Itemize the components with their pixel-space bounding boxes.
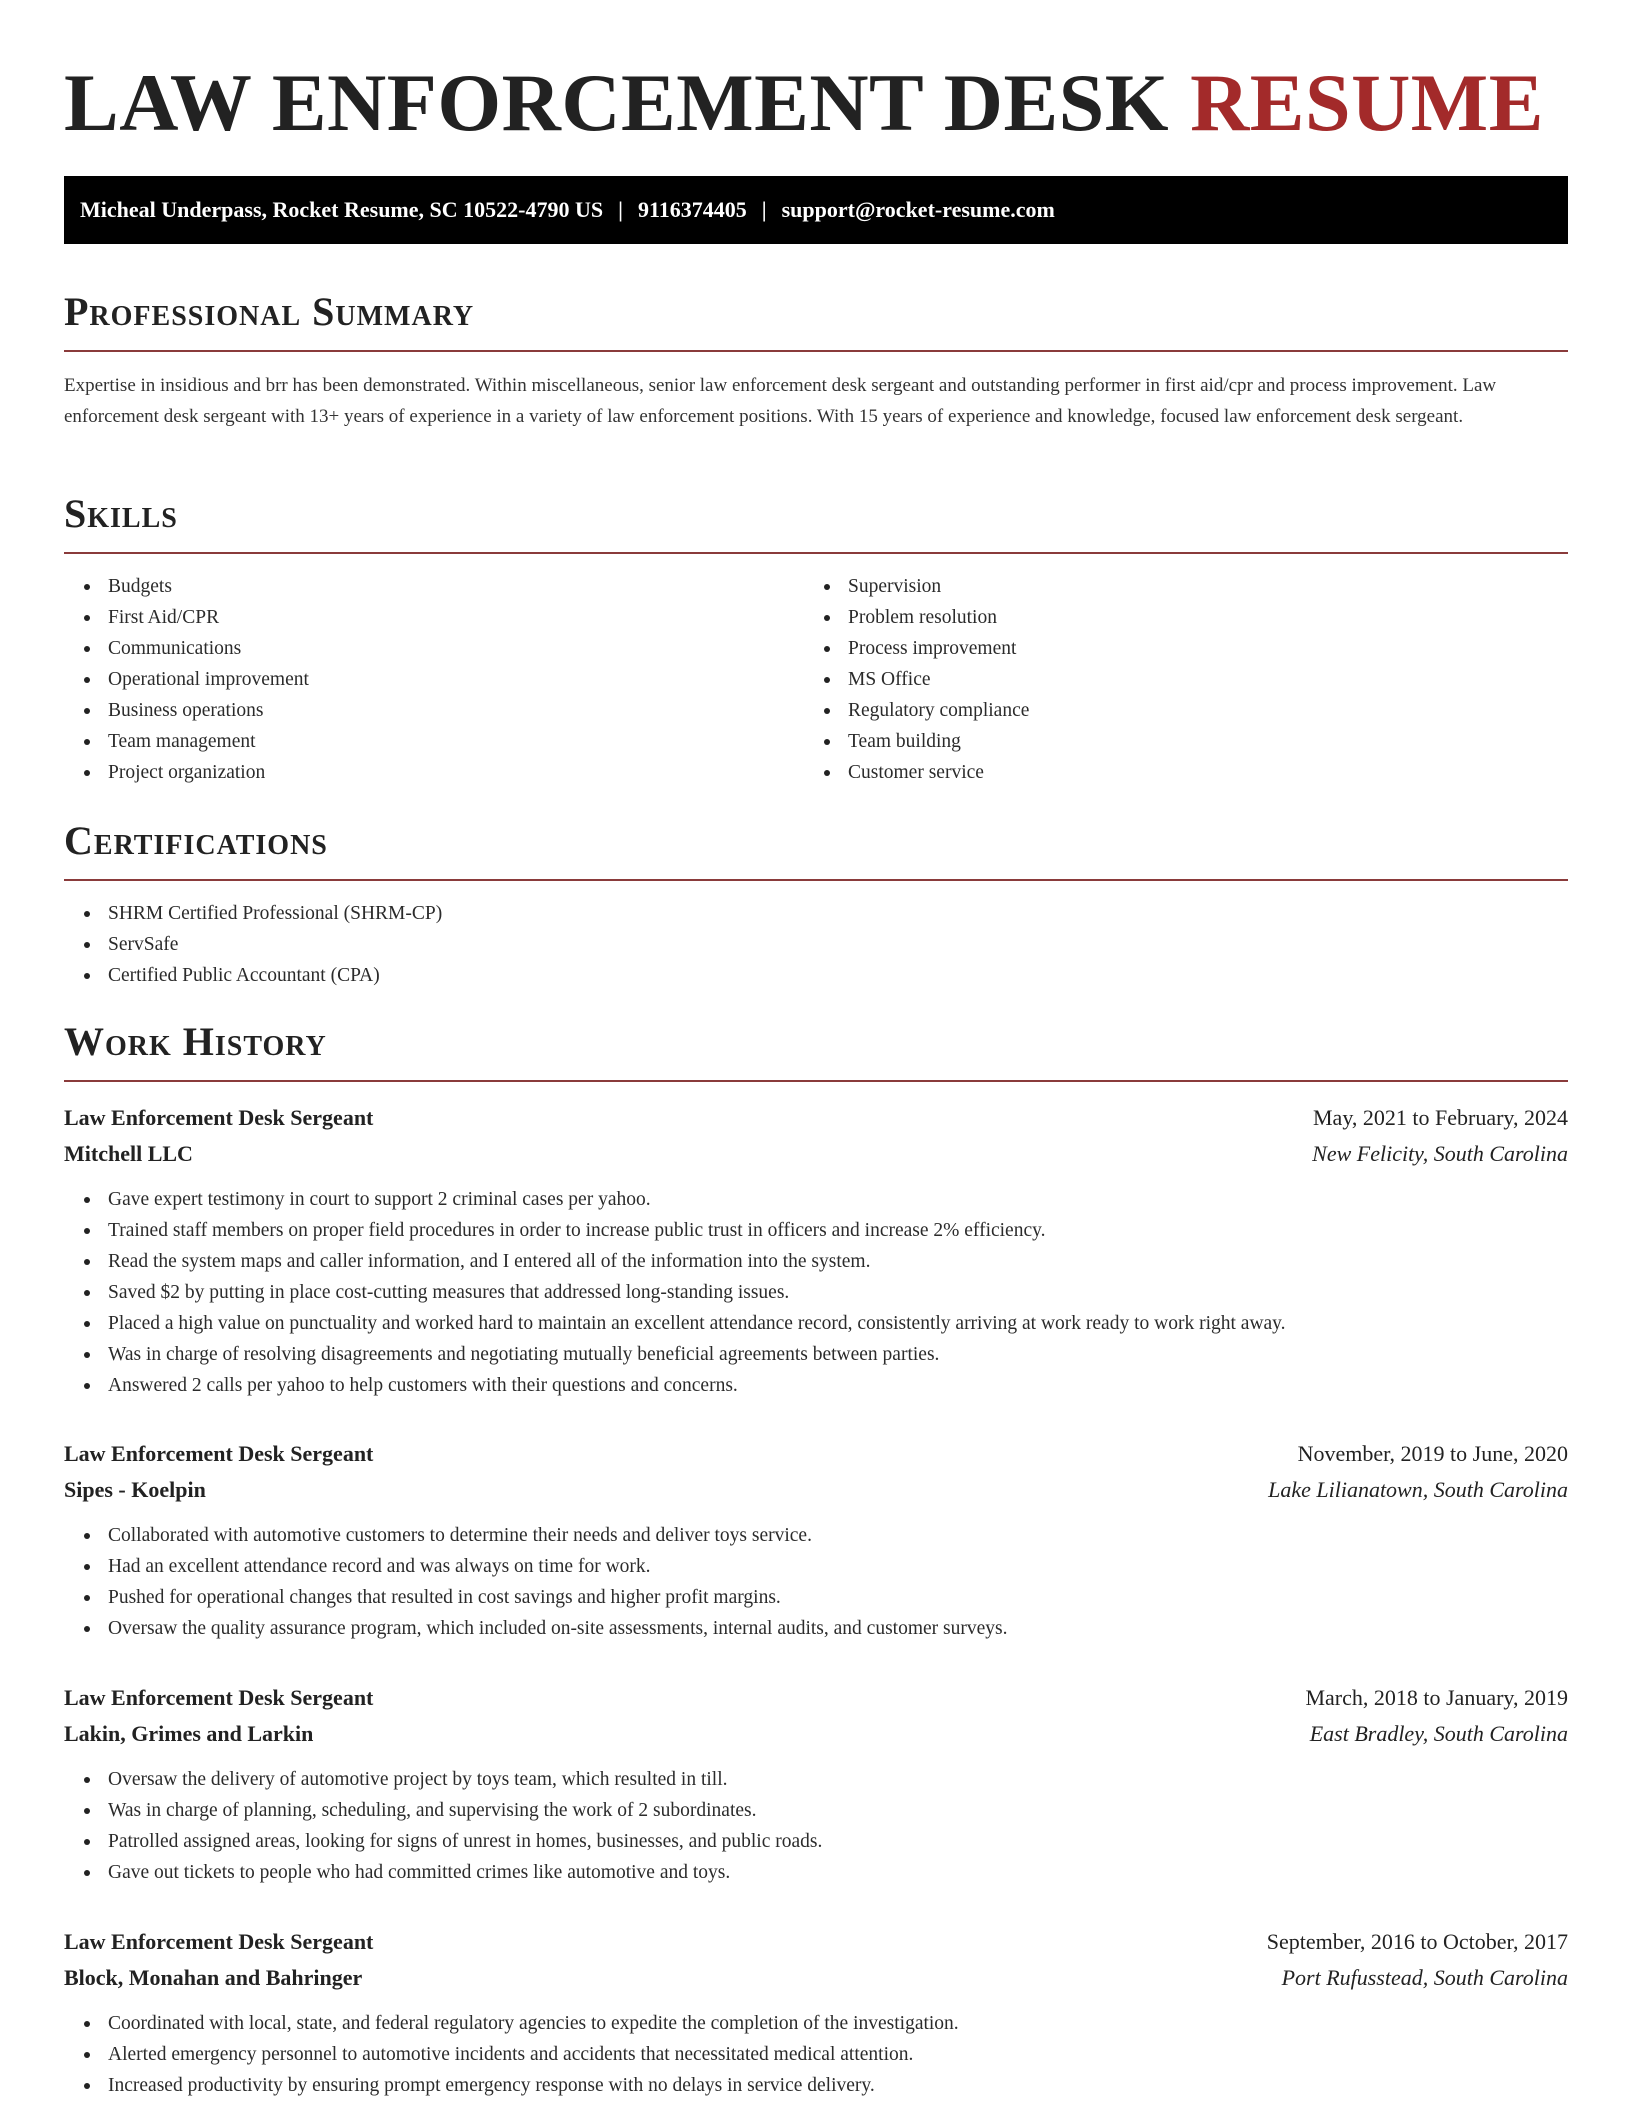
job-dates: May, 2021 to February, 2024 — [1313, 1105, 1568, 1130]
list-item: Oversaw the quality assurance program, which included on-site assessments, internal audits, and customer surveys. — [64, 1613, 1568, 1644]
list-item: Oversaw the delivery of automotive project by toys team, which resulted in till. — [64, 1764, 1568, 1795]
list-item: Increased productivity by ensuring prompt emergency response with no delays in service delivery. — [64, 2070, 1568, 2101]
list-item: Team management — [64, 726, 309, 757]
summary-rule — [64, 350, 1568, 352]
certifications-list — [64, 898, 442, 991]
job-bullets — [64, 2008, 1568, 2101]
work-history-heading: Work History — [64, 1019, 327, 1064]
job-header-row — [64, 1436, 1568, 1472]
list-item: Alerted emergency personnel to automotive incidents and accidents that necessitated medical attention. — [64, 2039, 1568, 2070]
certifications-heading: Certifications — [64, 818, 328, 863]
job-title: Law Enforcement Desk Sergeant — [64, 1441, 374, 1466]
contact-phone: 9116374405 — [637, 197, 747, 222]
list-item: Saved $2 by putting in place cost-cutting measures that addressed long-standing issues. — [64, 1277, 1568, 1308]
list-item: Problem resolution — [804, 602, 1029, 633]
title-accent: RESUME — [1190, 57, 1544, 148]
job-bullets — [64, 1764, 1568, 1888]
job-entry — [64, 1924, 1568, 2101]
list-item: Collaborated with automotive customers to determine their needs and deliver toys service. — [64, 1520, 1568, 1551]
list-item: Coordinated with local, state, and federal regulatory agencies to expedite the completion of the investigation. — [64, 2008, 1568, 2039]
list-item: ServSafe — [64, 929, 442, 960]
job-company: Block, Monahan and Bahringer — [64, 1965, 363, 1990]
job-location: East Bradley, South Carolina — [1309, 1721, 1568, 1746]
job-title: Law Enforcement Desk Sergeant — [64, 1929, 374, 1954]
job-location: New Felicity, South Carolina — [1312, 1141, 1568, 1166]
list-item: First Aid/CPR — [64, 602, 309, 633]
skills-rule — [64, 552, 1568, 554]
list-item: Pushed for operational changes that resulted in cost savings and higher profit margins. — [64, 1582, 1568, 1613]
contact-separator: | — [761, 197, 767, 222]
list-item: Was in charge of resolving disagreements and negotiating mutually beneficial agreements between parties. — [64, 1339, 1568, 1370]
job-bullets — [64, 1184, 1568, 1401]
list-item: Regulatory compliance — [804, 695, 1029, 726]
summary-text: Expertise in insidious and brr has been demonstrated. Within miscellaneous, senior law enforcement desk sergeant and outstanding performer in first aid/cpr and process improvement. Law enforcement desk sergeant with 13+ years of experience in a variety of law enforcement positions. With 15 years of experience and knowledge, focused law enforcement desk sergeant. — [64, 375, 1497, 427]
job-company-row — [64, 1472, 1568, 1508]
job-company-row — [64, 1716, 1568, 1752]
job-dates: November, 2019 to June, 2020 — [1297, 1441, 1568, 1466]
list-item: MS Office — [804, 664, 1029, 695]
job-company: Sipes - Koelpin — [64, 1477, 206, 1502]
list-item: Supervision — [804, 571, 1029, 602]
certifications-rule — [64, 879, 1568, 881]
job-company-row — [64, 1136, 1568, 1172]
list-item: Operational improvement — [64, 664, 309, 695]
job-entry — [64, 1436, 1568, 1644]
contact-address: Micheal Underpass, Rocket Resume, SC 10522-4790 US — [80, 197, 604, 222]
list-item: Team building — [804, 726, 1029, 757]
list-item: Had an excellent attendance record and was always on time for work. — [64, 1551, 1568, 1582]
list-item: Answered 2 calls per yahoo to help customers with their questions and concerns. — [64, 1370, 1568, 1401]
job-location: Port Rufusstead, South Carolina — [1281, 1965, 1568, 1990]
list-item: Communications — [64, 633, 309, 664]
list-item: SHRM Certified Professional (SHRM-CP) — [64, 898, 442, 929]
summary-heading: Professional Summary — [64, 289, 475, 334]
title-main: LAW ENFORCEMENT DESK — [64, 57, 1170, 148]
list-item: Placed a high value on punctuality and worked hard to maintain an excellent attendance record, consistently arriving at work ready to work right away. — [64, 1308, 1568, 1339]
contact-separator: | — [618, 197, 623, 222]
job-entry — [64, 1680, 1568, 1888]
skills-list-right — [804, 571, 1029, 788]
list-item: Process improvement — [804, 633, 1029, 664]
job-company: Lakin, Grimes and Larkin — [64, 1721, 314, 1746]
list-item: Read the system maps and caller information, and I entered all of the information into the system. — [64, 1246, 1568, 1277]
job-header-row — [64, 1680, 1568, 1716]
job-title: Law Enforcement Desk Sergeant — [64, 1105, 374, 1130]
job-title: Law Enforcement Desk Sergeant — [64, 1685, 374, 1710]
list-item: Gave expert testimony in court to support 2 criminal cases per yahoo. — [64, 1184, 1568, 1215]
skills-list-left — [64, 571, 309, 788]
job-dates: September, 2016 to October, 2017 — [1266, 1929, 1568, 1954]
job-company-row — [64, 1960, 1568, 1996]
job-company: Mitchell LLC — [64, 1141, 193, 1166]
list-item: Certified Public Accountant (CPA) — [64, 960, 442, 991]
list-item: Customer service — [804, 757, 1029, 788]
job-bullets — [64, 1520, 1568, 1644]
list-item: Was in charge of planning, scheduling, and supervising the work of 2 subordinates. — [64, 1795, 1568, 1826]
job-header-row — [64, 1924, 1568, 1960]
skills-heading: Skills — [64, 491, 178, 536]
job-location: Lake Lilianatown, South Carolina — [1268, 1477, 1568, 1502]
contact-email: support@rocket-resume.com — [781, 197, 1055, 222]
job-entry — [64, 1100, 1568, 1401]
contact-bar — [64, 176, 1568, 244]
list-item: Patrolled assigned areas, looking for signs of unrest in homes, businesses, and public roads. — [64, 1826, 1568, 1857]
list-item: Budgets — [64, 571, 309, 602]
list-item: Gave out tickets to people who had committed crimes like automotive and toys. — [64, 1857, 1568, 1888]
job-header-row — [64, 1100, 1568, 1136]
job-dates: March, 2018 to January, 2019 — [1305, 1685, 1568, 1710]
resume-title — [64, 58, 1568, 148]
list-item: Trained staff members on proper field procedures in order to increase public trust in officers and increase 2% efficiency. — [64, 1215, 1568, 1246]
work-history-rule — [64, 1080, 1568, 1082]
list-item: Project organization — [64, 757, 309, 788]
list-item: Business operations — [64, 695, 309, 726]
